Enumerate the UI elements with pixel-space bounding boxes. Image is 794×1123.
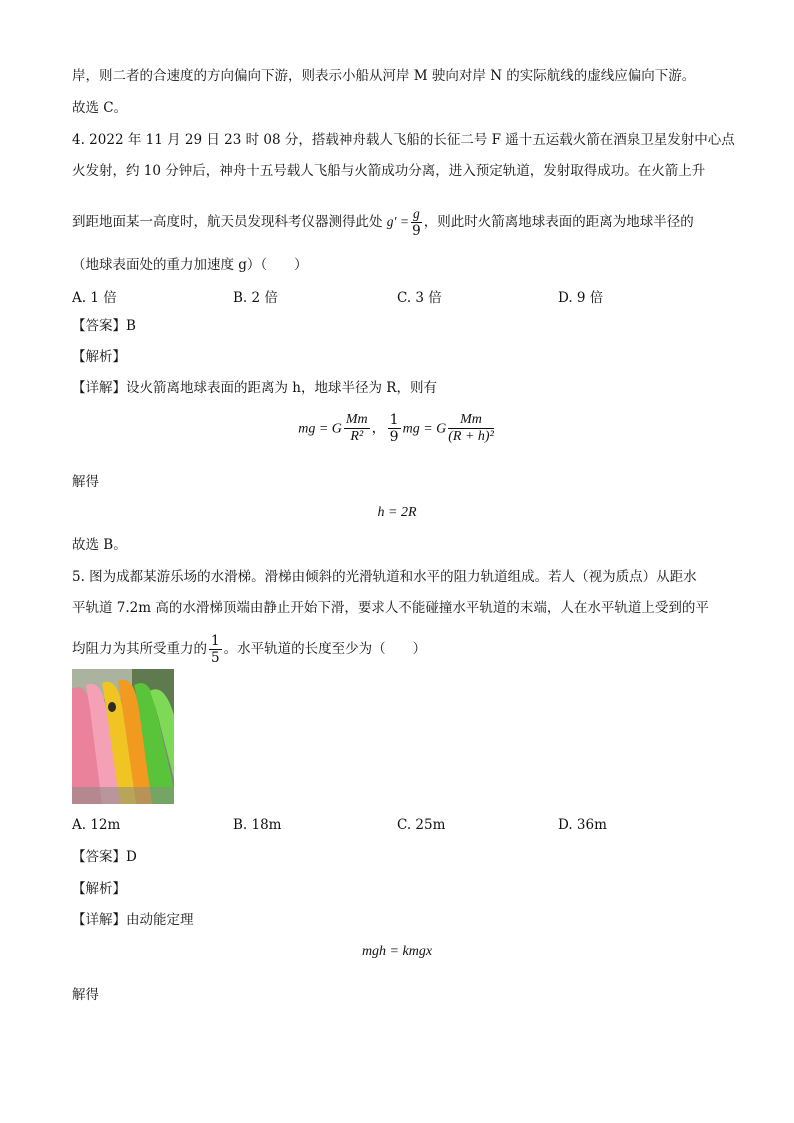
formula-g-prime: g′ =: [386, 214, 409, 229]
option-c: C. 25m: [397, 817, 446, 833]
numerator: g: [413, 206, 420, 221]
detail-text: 【详解】设火箭离地球表面的距离为 h，地球半径为 R，则有: [72, 380, 437, 396]
denominator: 5: [211, 650, 220, 666]
fraction-g-over-9: [411, 206, 422, 239]
energy-equation: mgh = kmgx: [361, 944, 433, 959]
text-line: 故选 C。: [72, 100, 128, 116]
fraction-1-over-5: [209, 633, 222, 666]
numerator: Mm: [448, 412, 494, 429]
option-a: A. 1 倍: [72, 290, 117, 306]
text-line: （地球表面处的重力加速度 g）（ ）: [72, 257, 308, 273]
detail-text: 【详解】由动能定理: [72, 912, 194, 928]
denominator: 9: [389, 429, 399, 445]
option-c: C. 3 倍: [397, 290, 442, 306]
denominator: R²: [350, 429, 364, 444]
text-line: [72, 633, 426, 666]
option-d: D. 9 倍: [558, 290, 604, 306]
denominator: (R + h)²: [448, 429, 494, 444]
option-d: D. 36m: [558, 817, 607, 833]
fraction-Mm-over-R2: [344, 412, 370, 445]
fraction-1-over-9: [388, 412, 401, 445]
formula-part: mg = G: [402, 421, 447, 437]
numerator: 1: [211, 633, 220, 649]
equation-gravity: [0, 412, 794, 445]
analysis-label: 【解析】: [72, 881, 126, 897]
choose-text: 故选 B。: [72, 537, 127, 553]
question-5-stem: 5. 图为成都某游乐场的水滑梯。滑梯由倾斜的光滑轨道和水平的阻力轨道组成。若人（视为质点）从距水: [72, 569, 697, 585]
numerator: 1: [389, 412, 399, 428]
numerator: Mm: [345, 412, 368, 427]
formula-part: mg = G: [298, 421, 342, 437]
text-line: 平轨道 7.2m 高的水滑梯顶端由静止开始下滑，要求人不能碰撞水平轨道的末端，人在水平轨道上受到的平: [72, 600, 709, 616]
text-fragment: 均阻力为其所受重力的: [72, 641, 207, 657]
option-b: B. 18m: [233, 817, 282, 833]
answer-label: 【答案】D: [72, 849, 137, 865]
water-slide-photo: [72, 669, 174, 804]
option-a: A. 12m: [72, 817, 121, 833]
text-fragment: 。水平轨道的长度至少为（ ）: [223, 641, 427, 657]
text-fragment: 到距地面某一高度时，航天员发现科考仪器测得此处: [72, 214, 387, 230]
result-equation: h = 2R: [377, 505, 417, 520]
text-line: 岸，则二者的合速度的方向偏向下游，则表示小船从河岸 M 驶向对岸 N 的实际航线的虚线应偏向下游。: [72, 68, 696, 84]
solve-label: 解得: [72, 987, 99, 1003]
text-fragment: ，则此时火箭离地球表面的距离为地球半径的: [423, 214, 694, 230]
question-4-stem: 4. 2022 年 11 月 29 日 23 时 08 分，搭载神舟载人飞船的长征二号 F 遥十五运载火箭在酒泉卫星发射中心点: [72, 132, 735, 148]
text-line: [72, 206, 694, 239]
fraction-Mm-over-Rh2: [448, 412, 494, 445]
denominator: 9: [412, 223, 421, 239]
analysis-label: 【解析】: [72, 349, 126, 365]
separator: ，: [371, 420, 386, 437]
solve-label: 解得: [72, 474, 99, 490]
text-line: 火发射，约 10 分钟后，神舟十五号载人飞船与火箭成功分离，进入预定轨道，发射取得成功。在火箭上升: [72, 163, 706, 179]
option-b: B. 2 倍: [233, 290, 278, 306]
answer-label: 【答案】B: [72, 318, 136, 334]
